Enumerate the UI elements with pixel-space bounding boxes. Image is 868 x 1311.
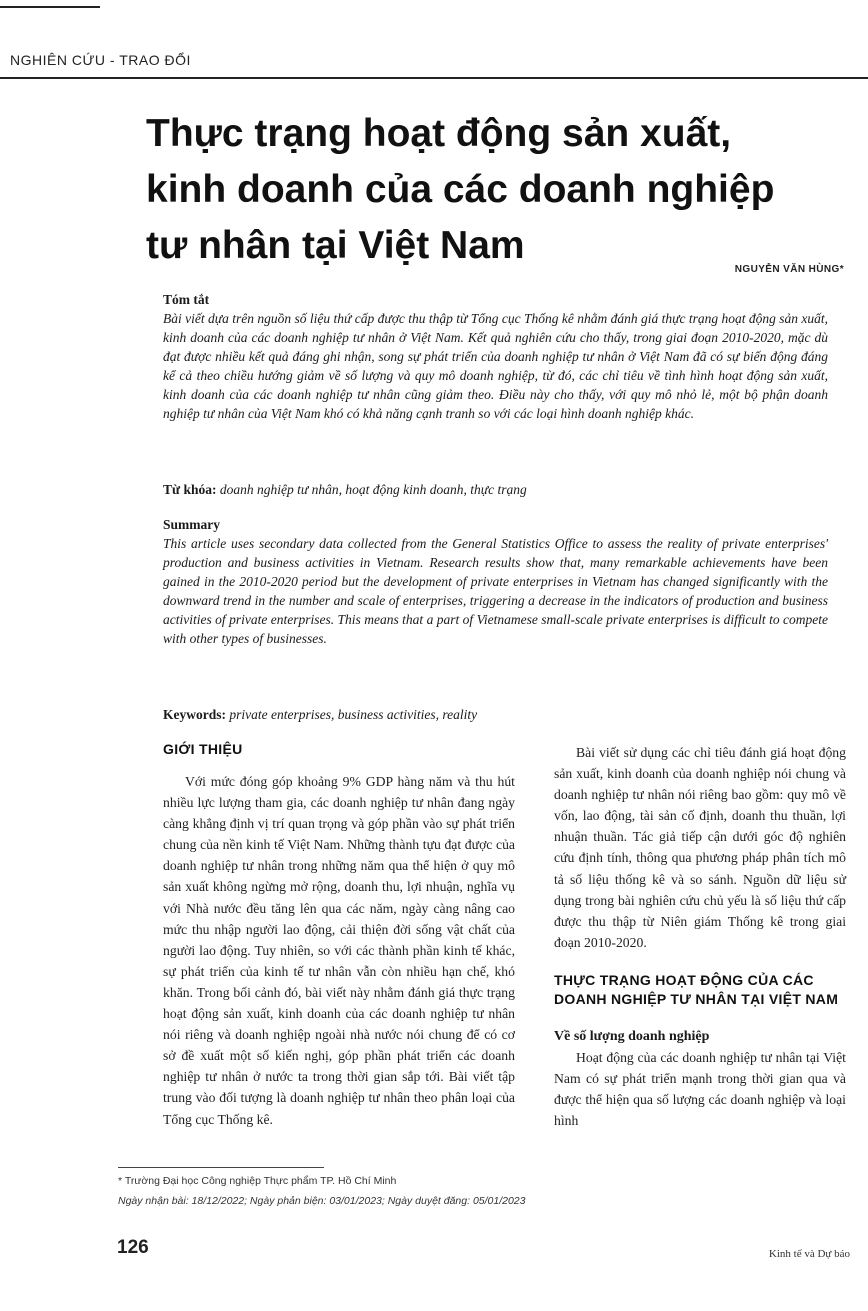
title-line-2: kinh doanh của các doanh nghiệp [146,168,775,211]
section-header: NGHIÊN CỨU - TRAO ĐỔI [10,52,191,68]
section-2-subheading: Về số lượng doanh nghiệp [554,1028,710,1044]
title-line-3: tư nhân tại Việt Nam [146,224,525,267]
footnote-rule [118,1167,324,1168]
title-line-1: Thực trạng hoạt động sản xuất, [146,112,732,155]
intro-heading: GIỚI THIỆU [163,741,243,757]
keywords-vi [163,480,828,499]
abstract-vi-heading: Tóm tắt [163,292,210,307]
keywords-en [163,705,828,724]
intro-paragraph-1: Với mức đóng góp khoảng 9% GDP hàng năm và thu hút nhiều lực lượng tham gia, các doanh nghiệp tư nhân đang ngày càng khẳng định vị trí quan trọng và góp phần vào sự phát triển chung của nền kinh tế Việt Nam. Những thành tựu đạt được của doanh nghiệp tư nhân trong những năm qua thể hiện ở quy mô sản xuất không ngừng mở rộng, doanh thu, lợi nhuận, nghĩa vụ với Nhà nước đều tăng lên qua các năm, ngày càng nâng cao mức thu nhập người lao động, cải thiện đời sống vật chất của người lao động. Tuy nhiên, so với các thành phần kinh tế khác, sự phát triển của kinh tế tư nhân vẫn còn nhiều hạn chế, khó khăn. Trong bối cảnh đó, bài viết này nhằm đánh giá thực trạng hoạt động sản xuất, kinh doanh của các doanh nghiệp tư nhân nói riêng và doanh nghiệp ngoài nhà nước nói chung để có cơ sở đề xuất một số kiến nghị, góp phần phát triển các doanh nghiệp tư nhân ở nước ta trong thời gian sắp tới. Bài viết tập trung vào đối tượng là doanh nghiệp tư nhân theo phân loại của Tổng cục Thống kê. [163,774,515,1127]
keywords-vi-label: Từ khóa: [163,482,217,497]
keywords-vi-text: doanh nghiệp tư nhân, hoạt động kinh doanh, thực trạng [219,482,527,497]
section-2-heading: THỰC TRẠNG HOẠT ĐỘNG CỦA CÁC DOANH NGHIỆP TƯ NHÂN TẠI VIỆT NAM [554,971,839,1007]
article-title [146,106,861,274]
section-2-paragraph: Hoạt động của các doanh nghiệp tư nhân tại Việt Nam có sự phát triển mạnh trong thời gian qua và được thể hiện qua số lượng các doanh nghiệp và loại hình [554,1049,846,1129]
intro-paragraph-2: Bài viết sử dụng các chỉ tiêu đánh giá hoạt động sản xuất, kinh doanh của doanh nghiệp nói chung và doanh nghiệp tư nhân nói riêng bao gồm: quy mô về vốn, lao động, tài sản cố định, doanh thu thuần, lợi nhuận thuần. Tác giả tiếp cận dưới góc độ nghiên cứu định tính, thông qua phương pháp phân tích mô tả số liệu thống kê và so sánh. Nguồn dữ liệu sử dụng trong bài nghiên cứu chủ yếu là số liệu thứ cấp được thu thập từ Niên giám Thống kê trong giai đoạn 2010-2020. [554,745,846,950]
abstract-en [163,515,828,649]
author-name: NGUYỄN VĂN HÙNG* [734,264,844,275]
journal-name: Kinh tế và Dự báo [768,1248,850,1260]
footnote-affiliation: * Trường Đại học Công nghiệp Thực phẩm TP. Hồ Chí Minh [118,1175,397,1187]
top-rule [0,6,100,8]
keywords-en-text: private enterprises, business activities, reality [229,707,478,722]
abstract-en-heading: Summary [163,517,220,532]
footnote-dates: Ngày nhận bài: 18/12/2022; Ngày phản biện: 03/01/2023; Ngày duyệt đăng: 05/01/2023 [118,1195,526,1207]
abstract-vi-text: Bài viết dựa trên nguồn số liệu thứ cấp được thu thập từ Tổng cục Thống kê nhằm đánh giá thực trạng hoạt động sản xuất, kinh doanh của các doanh nghiệp tư nhân ở Việt Nam. Kết quả nghiên cứu cho thấy, trong giai đoạn 2010-2020, mặc dù đạt được nhiều kết quả đáng ghi nhận, song sự phát triển của doanh nghiệp tư nhân ở Việt Nam đã có sự biến động đáng kể cả theo chiều hướng giảm về số lượng và quy mô doanh nghiệp, từ đó, các chỉ tiêu về tình hình hoạt động sản xuất, kinh doanh của các doanh nghiệp tư nhân cũng giảm theo. Điều này cho thấy, với quy mô nhỏ lẻ, một bộ phận doanh nghiệp tư nhân của Việt Nam khó có khả năng cạnh tranh so với các loại hình doanh nghiệp khác. [163,311,828,422]
header-rule [0,77,868,79]
page-number: 126 [117,1237,149,1258]
footnote [118,1171,526,1211]
left-column [163,740,515,1130]
keywords-en-label: Keywords: [163,707,226,722]
abstract-vi [163,290,828,424]
abstract-en-text: This article uses secondary data collected from the General Statistics Office to assess the reality of private enterprises' production and business activities in Vietnam. Research results show that, many remarkable achievements have been gained in the 2010-2020 period but the development of private enterprises in Vietnam has changed significantly with the downward trend in the number and scale of enterprises, triggering a decrease in the indicators of production and business activities of private enterprises. This means that a part of Vietnamese small-scale private enterprises is difficult to compete with other types of businesses. [163,536,828,647]
right-column [554,742,846,1131]
